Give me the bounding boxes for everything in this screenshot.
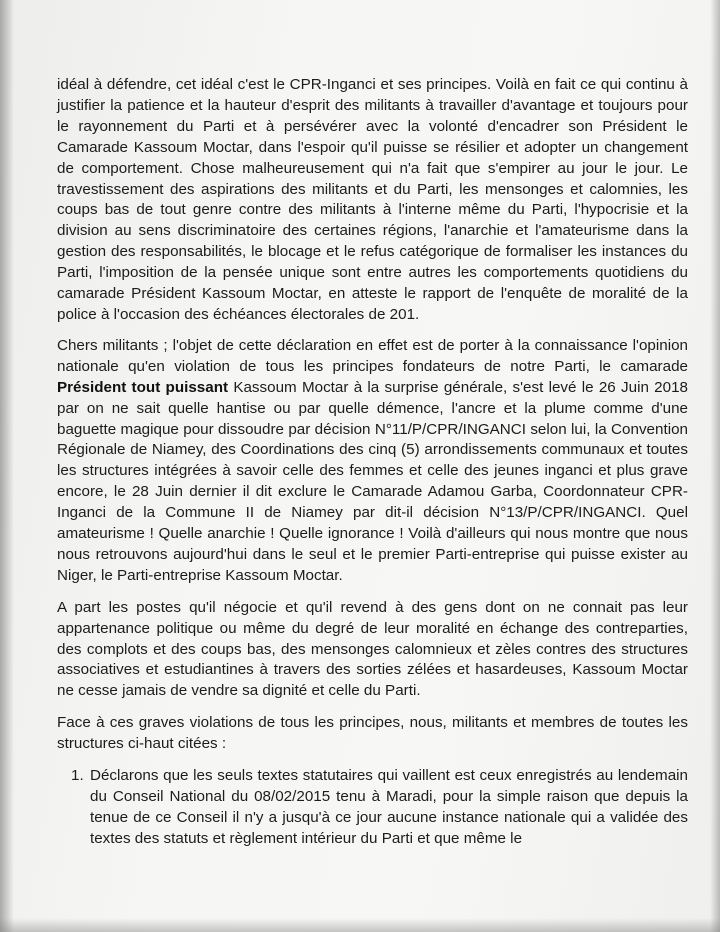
paragraph-face-violations: Face à ces graves violations de tous les principes, nous, militants et membres de toutes les structures ci-haut citées :: [57, 714, 688, 753]
page-shadow-left: [0, 0, 14, 932]
declaration-list: [57, 766, 688, 850]
paragraph-declaration-text-start: Chers militants ; l'objet de cette déclaration en effet est de porter à la connaissance l'opinion nationale qu'en violation de tous les principes fondateurs de notre Parti, le camarade: [57, 336, 688, 375]
paragraph-declaration-object: [57, 336, 688, 587]
list-item-text: Déclarons que les seuls textes statutaires qui vaillent est ceux enregistrés au lendemain du Conseil National du 08/02/2015 tenu à Maradi, pour la simple raison que depuis la tenue de ce Conseil il n'y a jusqu'à ce jour aucune instance nationale qui a validée des textes des statuts et règlement intérieur du Parti et que même le: [90, 767, 688, 847]
paragraph-declaration-text-end: Kassoum Moctar à la surprise générale, s'est levé le 26 Juin 2018 par on ne sait quelle hantise ou par quelle démence, l'ancre et la plume comme d'une baguette magique pour dissoudre par décision N°11/P/CPR/INGANCI selon lui, la Convention Régionale de Niamey, des Coordinations des cinq (5) arrondissements communaux et toutes les structures intégrées à savoir celle des femmes et celle des jeunes inganci et plus grave encore, le 28 Juin dernier il dit exclure le Camarade Adamou Garba, Coordonnateur CPR-Inganci de la Commune II de Niamey par dit-il décision N°13/P/CPR/INGANCI. Quel amateurisme ! Quelle anarchie ! Quelle ignorance ! Voilà d'ailleurs qui nous montre que nous nous retrouvons aujourd'hui dans le seul et le premier Parti-entreprise qui puisse exister au Niger, le Parti-entreprise Kassoum Moctar.: [57, 378, 689, 584]
page-shadow-right: [710, 0, 720, 932]
list-item: [57, 766, 688, 850]
list-item-number: 1.: [71, 767, 84, 785]
paragraph-ideal: idéal à défendre, cet idéal c'est le CPR-Inganci et ses principes. Voilà en fait ce qui continu à justifier la patience et la hauteur d'esprit des militants à travailler d'avantage et toujours pour le rayonnement du Parti et à persévérer avec la volonté d'encadrer son Président le Camarade Kassoum Moctar, dans l'espoir qu'il puisse se résilier et adopter un changement de comportement. Chose malheureusement qui n'a fait que s'empirer au jour le jour. Le travestissement des aspirations des militants et du Parti, les mensonges et calomnies, les coups bas de tout genre contre des militants à l'interne même du Parti, l'hypocrisie et la division au sens discriminatoire des certaines régions, l'anarchie et l'amateurisme dans la gestion des responsabilités, le blocage et le refus catégorique de formaliser les instances du Parti, l'imposition de la pensée unique sont entre autres les comportements quotidiens du camarade Président Kassoum Moctar, en atteste le rapport de l'enquête de moralité de la police à l'occasion des échéances électorales de 201.: [57, 76, 688, 323]
paragraph-postes: A part les postes qu'il négocie et qu'il revend à des gens dont on ne connait pas leur appartenance politique ou même du degré de leur moralité en échange des contreparties, des complots et des coups bas, des mensonges calomnieux et zèles contres des structures associatives et estudiantines à travers des sorties zélées et hasardeuses, Kassoum Moctar ne cesse jamais de vendre sa dignité et celle du Parti.: [57, 598, 688, 700]
bold-president-phrase: Président tout puissant: [57, 378, 229, 396]
page-shadow-bottom: [0, 918, 720, 932]
